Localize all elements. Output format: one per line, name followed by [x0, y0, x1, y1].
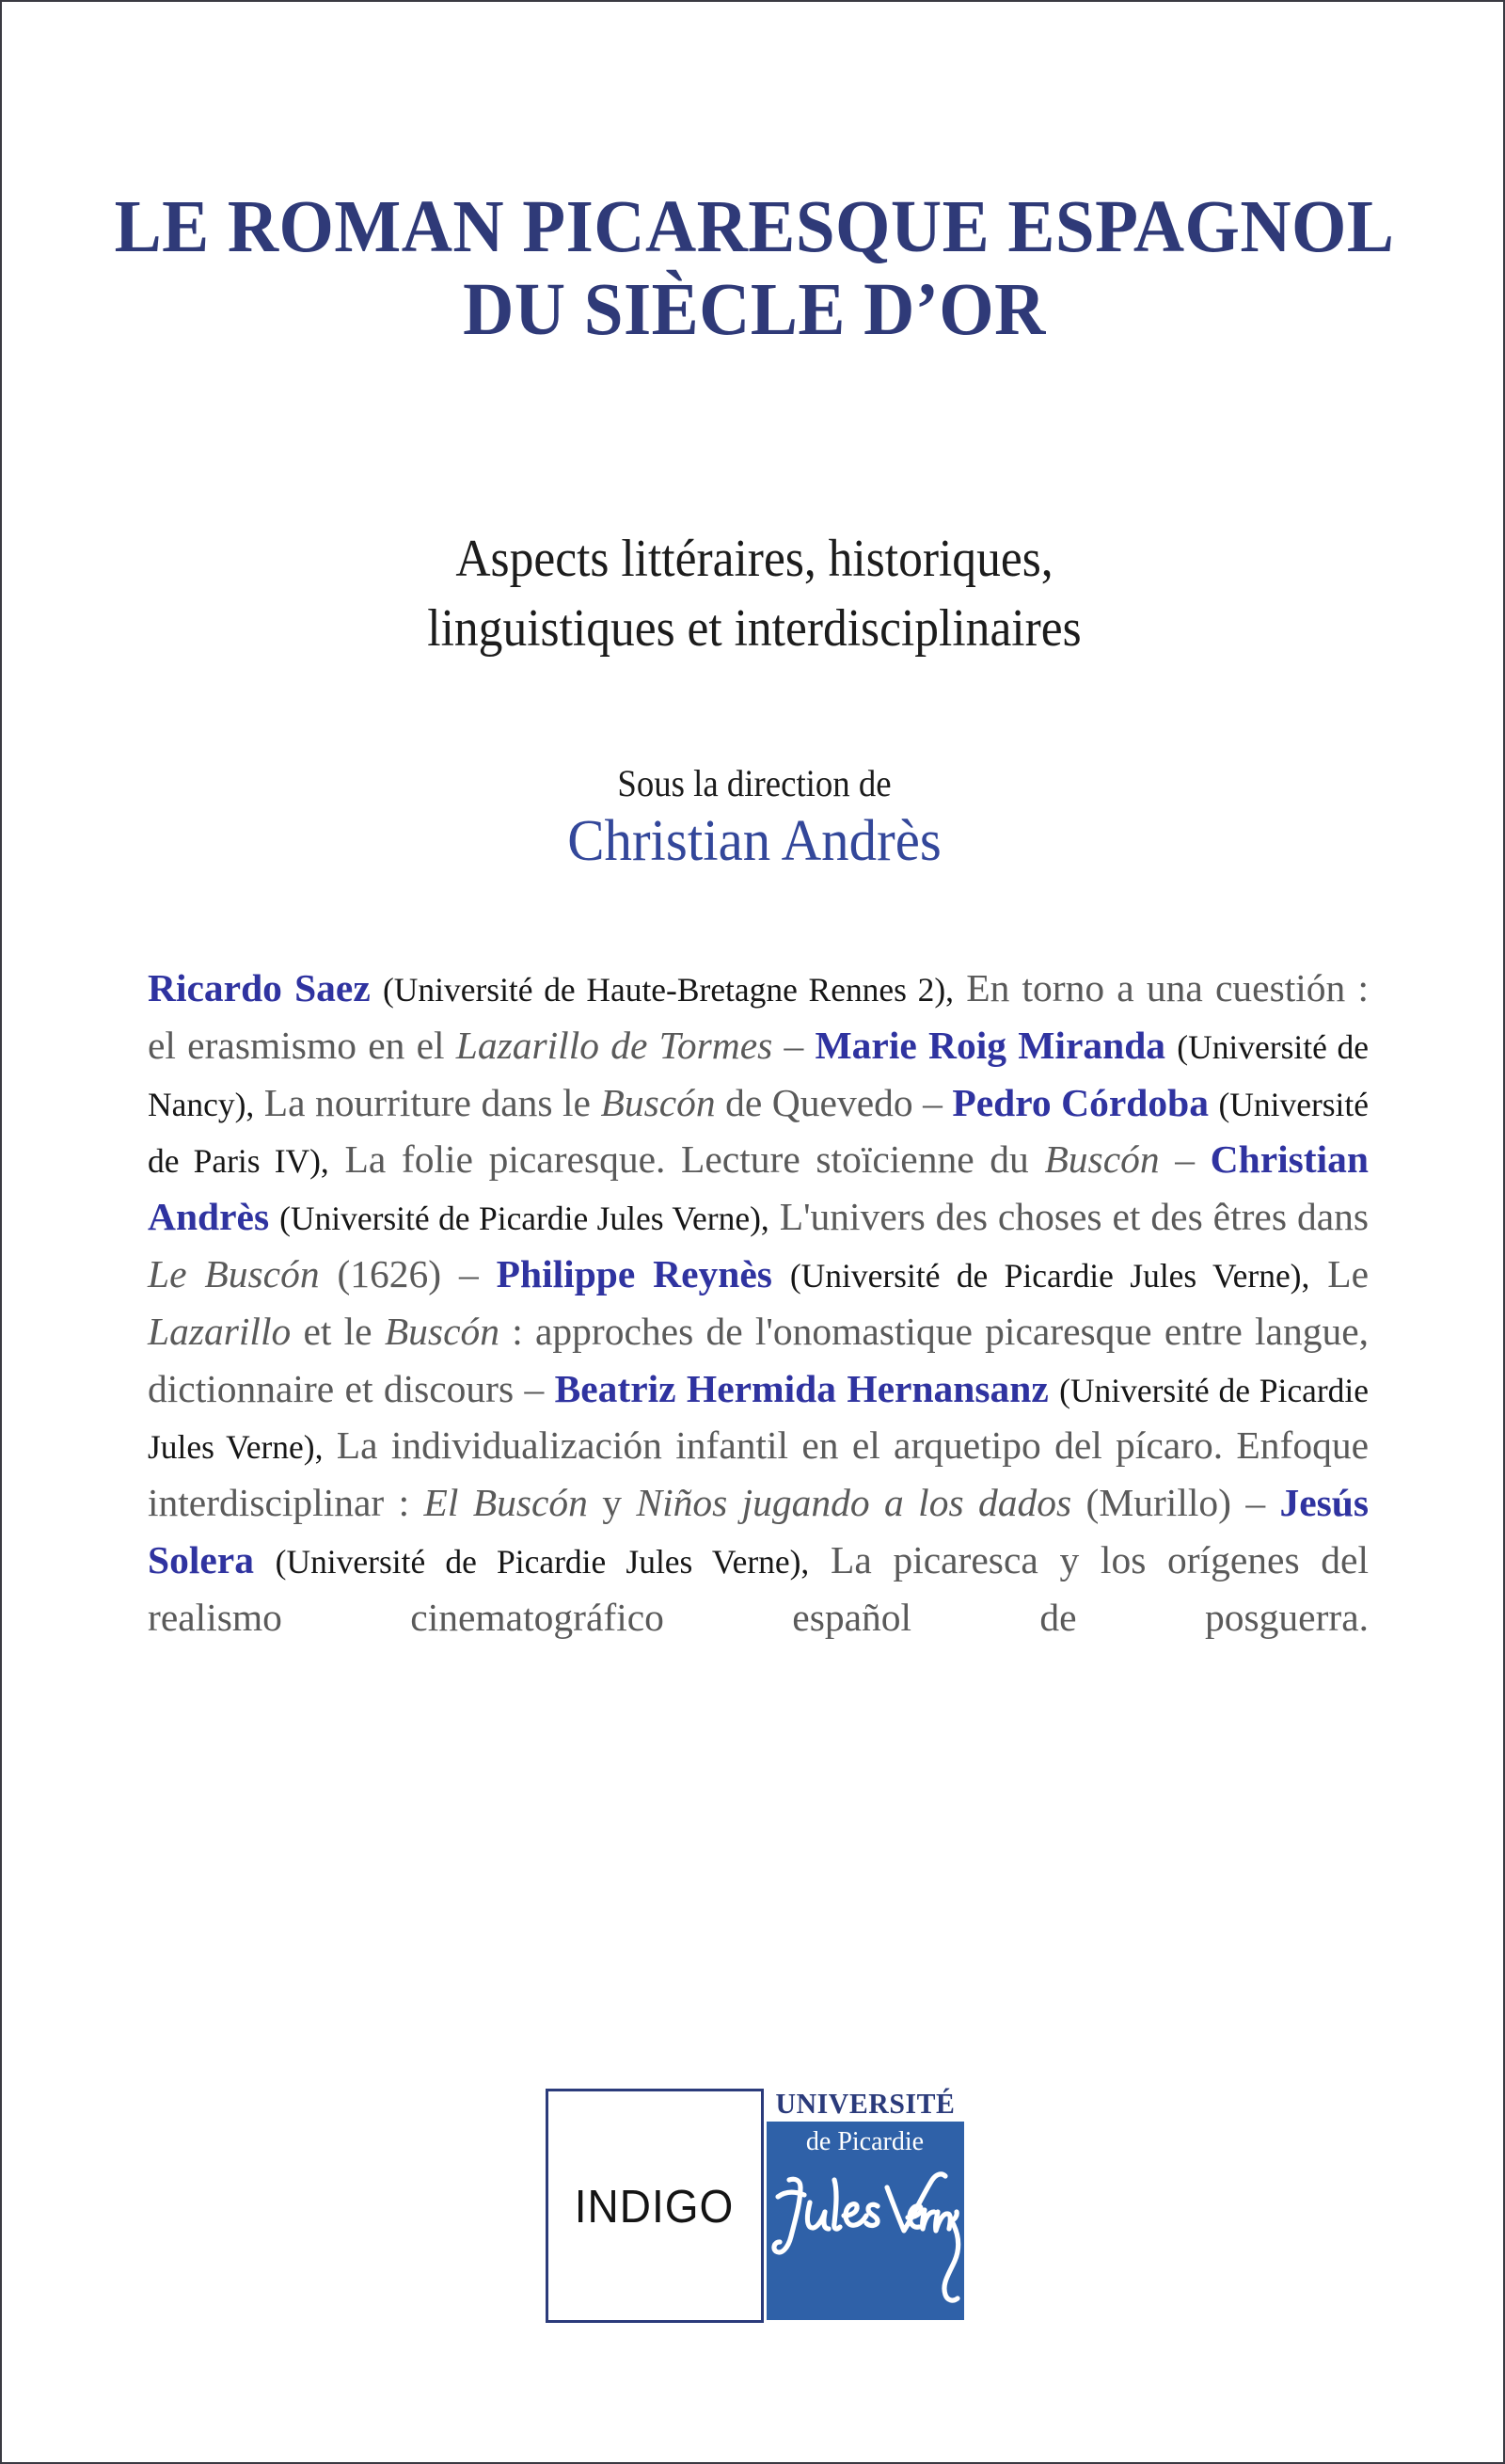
contribution-title-italic: Buscón	[384, 1309, 499, 1353]
contribution-title: y	[587, 1481, 637, 1525]
contributor-name: Beatriz Hermida Hernansanz	[554, 1366, 1049, 1410]
contributor-affiliation: (Université de Paris IV),	[148, 1085, 1370, 1181]
contribution-title-italic: Niños jugando a los dados	[636, 1481, 1072, 1525]
contribution-title: L'univers des choses et des êtres dans	[779, 1195, 1370, 1239]
contribution-title: (Murillo)	[1071, 1481, 1231, 1525]
director-name: Christian Andrès	[567, 809, 942, 873]
contributor-affiliation: (Université de Picardie Jules Verne),	[789, 1256, 1310, 1295]
contribution-title: La individualización infantil en el arquetipo del pícaro. Enfoque interdisciplinar :	[148, 1423, 1369, 1525]
contribution-title: La nourriture dans le	[263, 1080, 601, 1124]
page-title-line-1: LE ROMAN PICARESQUE ESPAGNOL	[114, 186, 1395, 268]
contributor-affiliation: (Université de Nancy),	[148, 1027, 1370, 1123]
contributor-name: Pedro Córdoba	[952, 1080, 1209, 1124]
upjv-logo	[767, 2089, 964, 2320]
contributor-separator: –	[441, 1251, 497, 1296]
contributor-paragraph	[148, 966, 1369, 1639]
contribution-title-italic: Lazarillo de Tormes	[455, 1023, 773, 1067]
contributor-affiliation: (Université de Picardie Jules Verne),	[275, 1542, 810, 1581]
contribution-title: Le	[1327, 1251, 1370, 1296]
direction-label: Sous la direction de	[617, 762, 892, 804]
contribution-title: En torno a una cuestión : el erasmismo en el	[148, 966, 1370, 1067]
contributor-separator: –	[1159, 1137, 1211, 1182]
subtitle-block	[2, 525, 1505, 664]
contribution-title: La picaresca y los orígenes del realismo cinematográfico español de posguerra.	[148, 1537, 1370, 1639]
contributor-name: Jesús Solera	[148, 1481, 1370, 1582]
contribution-title: La folie picaresque. Lecture stoïcienne du	[344, 1137, 1045, 1182]
upjv-universite-label: UNIVERSITÉ	[774, 2087, 955, 2120]
contribution-title: (1626)	[319, 1251, 442, 1296]
publisher-logos	[2, 2089, 1505, 2323]
contribution-title-italic: Buscón	[1044, 1137, 1160, 1182]
contributor-list	[148, 960, 1369, 1646]
indigo-logo	[546, 2089, 764, 2323]
contribution-title-italic: Le Buscón	[148, 1251, 320, 1296]
contributor-affiliation: (Université de Picardie Jules Verne),	[279, 1200, 769, 1238]
indigo-logo-label: INDIGO	[574, 2179, 735, 2233]
upjv-blue-square	[767, 2122, 964, 2320]
subtitle-line-2: linguistiques et interdisciplinaires	[427, 598, 1082, 658]
contribution-title: : approches de l'onomastique picaresque entre langue, dictionnaire et discours	[148, 1309, 1369, 1410]
contributor-separator: –	[1230, 1481, 1280, 1525]
subtitle-line-1: Aspects littéraires, historiques,	[455, 530, 1054, 588]
contributor-separator: –	[514, 1366, 555, 1410]
contributor-name: Ricardo Saez	[148, 966, 371, 1009]
contributor-name: Philippe Reynès	[496, 1251, 772, 1296]
contributor-name: Marie Roig Miranda	[815, 1023, 1166, 1067]
contribution-title: de Quevedo	[715, 1080, 913, 1124]
contributor-name: Christian Andrès	[148, 1137, 1369, 1239]
upjv-picardie-label: de Picardie	[805, 2127, 925, 2156]
contributor-separator: –	[912, 1080, 953, 1124]
jules-verne-signature-icon	[767, 2163, 964, 2304]
direction-block	[2, 762, 1505, 876]
contribution-title-italic: Lazarillo	[148, 1309, 292, 1353]
page-title-line-2: DU SIÈCLE D’OR	[463, 269, 1046, 352]
contribution-title-italic: Buscón	[600, 1080, 716, 1124]
contributor-separator: –	[772, 1023, 816, 1067]
contribution-title-italic: El Buscón	[423, 1481, 588, 1525]
contributor-affiliation: (Université de Haute-Bretagne Rennes 2),	[382, 971, 955, 1009]
contributor-affiliation: (Université de Picardie Jules Verne),	[148, 1371, 1370, 1467]
contribution-title: et le	[291, 1309, 385, 1353]
title-block	[2, 186, 1505, 353]
